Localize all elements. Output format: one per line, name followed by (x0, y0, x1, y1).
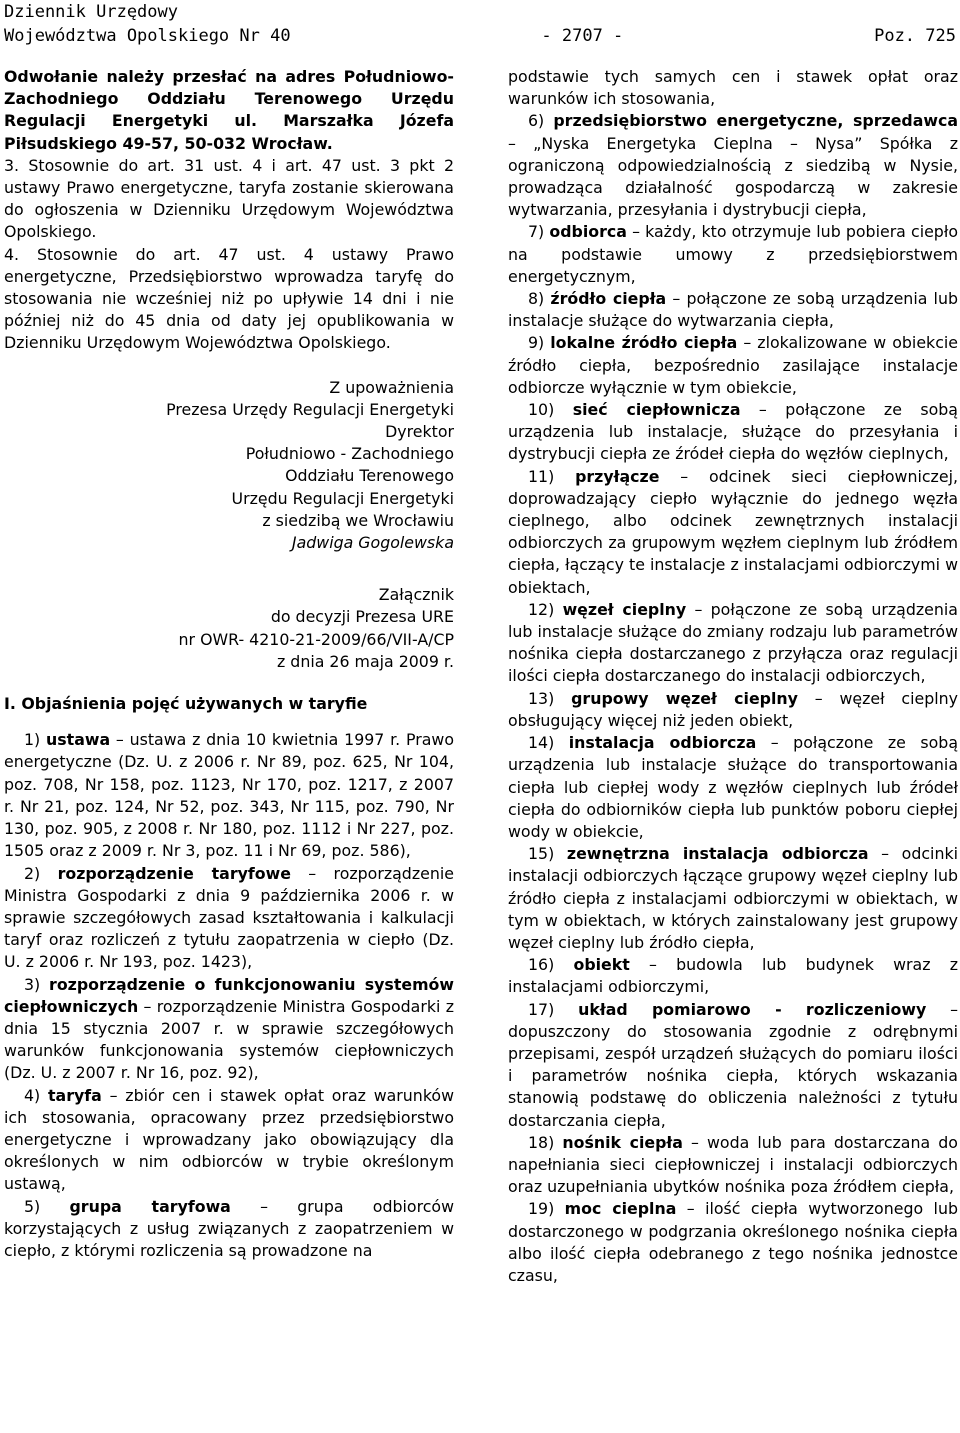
definition-item: 15) zewnętrzna instalacja odbiorcza – odcinki instalacji odbiorczych łączące grupowy węzeł cieplny lub źródło ciepła z instalacjami odbiorczymi w obiektach, w tym w obiektach, w których zainstalowany jest grupowy węzeł cieplny lub źródło ciepła, (508, 844, 958, 952)
attachment-line: do decyzji Prezesa URE (270, 607, 454, 627)
signature-line: Oddziału Terenowego (285, 466, 454, 486)
definition-text: – rozporządzenie Ministra Gospodarki z dnia 9 października 2006 r. w sprawie szczegółowych zasad kształtowania i kalkulacji taryf oraz rozliczeń z tytułu zaopatrzenia w ciepło (Dz. U. z 2006 r. Nr 193, poz. 1423), (4, 863, 454, 972)
paragraph-3: 3. Stosownie do art. 31 ust. 4 i art. 47 ust. 3 pkt 2 ustawy Prawo energetyczne, taryfa zostanie skierowana do ogłoszenia w Dzienniku Urzędowym Województwa Opolskiego. (4, 155, 454, 242)
definition-item: 4) taryfa – zbiór cen i stawek opłat oraz warunków ich stosowania, opracowany przez przedsiębiorstwo energetyczne i wprowadzany jako obowiązujący dla określonych w nim odbiorców w trybie określonym ustawą, (4, 1085, 454, 1194)
definition-term: taryfa (48, 1085, 102, 1105)
definition-item: 3) rozporządzenie o funkcjonowaniu systemów ciepłowniczych – rozporządzenie Ministra Gospodarki z dnia 15 stycznia 2007 r. w sprawie szczegółowych warunków funkcjonowania systemów ciepłowniczych (Dz. U. z 2007 r. Nr 16, poz. 92), (4, 974, 454, 1083)
definition-item: 17) układ pomiarowo - rozliczeniowy – dopuszczony do stosowania zgodnie z odrębnymi przepisami, zespół urządzeń służących do pomiaru ilości i parametrów nośnika ciepła, których wskazania stanowią podstawę do obliczenia należności z tytułu dostarczania ciepła, (508, 999, 959, 1130)
header-line (4, 24, 956, 48)
definition-term: ustawa (46, 730, 111, 750)
definition-text: – dopuszczony do stosowania zgodnie z odrębnymi przepisami, zespół urządzeń służących do pomiaru ilości i parametrów nośnika ciepła, których wskazania stanowią podstawę do obliczenia należności z tytułu dostarczania ciepła, (508, 999, 959, 1130)
definition-text: – każdy, kto otrzymuje lub pobiera ciepło na podstawie umowy z przedsiębiorstwem energetycznym, (508, 222, 958, 286)
attachment-line: Załącznik (378, 585, 454, 605)
definition-item: 2) rozporządzenie taryfowe – rozporządzenie Ministra Gospodarki z dnia 9 października 2006 r. w sprawie szczegółowych zasad kształtowania i kalkulacji taryf oraz rozliczeń z tytułu zaopatrzenia w ciepło (Dz. U. z 2006 r. Nr 193, poz. 1423), (4, 863, 454, 972)
definition-text: – połączone ze sobą urządzenia lub instalacje służące do wytwarzania ciepła, (508, 289, 958, 331)
definition-term: nośnik ciepła (562, 1132, 683, 1152)
definition-term: rozporządzenie taryfowe (57, 863, 291, 883)
definition-text: – zlokalizowane w obiekcie źródło ciepła, bezpośrednio zasilające instalacje odbiorcze wyłącznie w tym obiekcie, (508, 333, 958, 397)
definition-term: przedsiębiorstwo energetyczne, sprzedawca (553, 111, 958, 131)
definition-text: – woda lub para dostarczana do napełniania sieci ciepłowniczej i instalacji odbiorczych oraz uzupełniania ubytków nośnika poza źródłem ciepła, (508, 1132, 958, 1197)
definition-text: – połączone ze sobą urządzenia lub instalacje służące do transportowania ciepła lub ciepłej wody z węzłów cieplnych lub źródeł ciepła do odbiorników ciepła lub punktów poboru ciepłej wody w obiekcie, (508, 733, 958, 841)
definition-term: grupowy węzeł cieplny (571, 688, 798, 708)
definition-item: 5) grupa taryfowa – grupa odbiorców korzystających z usług związanych z zaopatrzeniem w ciepło, z którymi rozliczenia są prowadzone na (4, 1196, 454, 1260)
definition-text: – odcinek sieci ciepłowniczej, doprowadzający ciepło wyłącznie do jednego węzła cieplnego, albo odcinek zewnętrznych instalacji odbiorczych za grupowym węzłem cieplnym lub źródłem ciepła, łączący te instalacje z instalacjami odbiorczymi w obiektach, (508, 466, 958, 597)
definition-term: źródło ciepła (550, 289, 667, 309)
definition-item: 16) obiekt – budowla lub budynek wraz z instalacjami odbiorczymi, (508, 955, 958, 997)
definition-item: 19) moc cieplna – ilość ciepła wytworzonego lub dostarczonego w podgrzania określonego nośnika ciepła albo ilość ciepła odebranego z tego nośnika jednostce czasu, (508, 1199, 958, 1285)
definition-term: układ pomiarowo - rozliczeniowy (578, 999, 927, 1019)
definition-term: sieć ciepłownicza (572, 400, 741, 420)
definition-text: – połączone ze sobą urządzenia lub instalacje, służące do przesyłania i dystrybucji ciepła ze źródeł ciepła do węzłów cieplnych, (508, 400, 958, 464)
appeal-paragraph: Odwołanie należy przesłać na adres Południowo-Zachodniego Oddziału Terenowego Urzędu Regulacji Energetyki ul. Marszałka Józefa Piłsudskiego 49-57, 50-032 Wrocław. (4, 67, 454, 153)
definition-term: moc cieplna (564, 1199, 677, 1219)
definition-item: 7) odbiorca – każdy, kto otrzymuje lub pobiera ciepło na podstawie umowy z przedsiębiorstwem energetycznym, (508, 222, 958, 286)
attachment-line: nr OWR- 4210-21-2009/66/VII-A/CP (178, 629, 454, 649)
definition-term: zewnętrzna instalacja odbiorcza (566, 844, 869, 864)
page-header (4, 0, 956, 48)
position-number: Poz. 725 (874, 26, 956, 46)
signature-line: Południowo - Zachodniego (245, 444, 454, 464)
page-number: - 2707 - (541, 26, 624, 46)
right-column (508, 66, 958, 1287)
signature-block (4, 377, 454, 555)
definition-text: – węzeł cieplny obsługujący więcej niż jeden obiekt, (508, 688, 959, 730)
definition-text: – odcinki instalacji odbiorczych łączące grupowy węzeł cieplny lub źródło ciepła z instalacjami odbiorczymi w obiektach, w tym w obiektach, w których zainstalowany jest grupowy węzeł cieplny lub źródło ciepła, (508, 844, 958, 952)
journal-title: Dziennik Urzędowy (4, 2, 178, 22)
definition-term: przyłącze (575, 466, 660, 486)
definition-term: rozporządzenie o funkcjonowaniu systemów ciepłowniczych (4, 974, 454, 1016)
definition-item: 9) lokalne źródło ciepła – zlokalizowane w obiekcie źródło ciepła, bezpośrednio zasilające instalacje odbiorcze wyłącznie w tym obiekcie, (508, 333, 958, 397)
definition-text: – zbiór cen i stawek opłat oraz warunków ich stosowania, opracowany przez przedsiębiorstwo energetyczne i wprowadzany jako obowiązujący dla określonych w nim odbiorców w trybie określonym ustawą, (4, 1085, 454, 1194)
definition-term: instalacja odbiorcza (568, 733, 757, 753)
definition-text: – połączone ze sobą urządzenia lub instalacje służące do zmiany rodzaju lub parametrów nośnika ciepła dostarczanego z przyłącza oraz regulacji ilości ciepła dostarczanego do instalacji odbiorczych, (508, 599, 958, 686)
definition-text: – grupa odbiorców korzystających z usług związanych z zaopatrzeniem w ciepło, z którymi rozliczenia są prowadzone na (4, 1196, 454, 1260)
definition-item: 18) nośnik ciepła – woda lub para dostarczana do napełniania sieci ciepłowniczej i instalacji odbiorczych oraz uzupełniania ubytków nośnika poza źródłem ciepła, (508, 1132, 958, 1197)
definition-text: – budowla lub budynek wraz z instalacjami odbiorczymi, (508, 955, 958, 997)
signature-line: Urzędu Regulacji Energetyki (231, 488, 454, 508)
definition-item: 6) przedsiębiorstwo energetyczne, sprzedawca – „Nyska Energetyka Cieplna – Nysa” Spółka z ograniczoną odpowiedzialnością z siedzibą w Nysie, prowadząca działalność gospodarczą w zakresie wytwarzania, przesyłania i dystrybucji ciepła, (508, 111, 958, 220)
signature-line: Dyrektor (385, 422, 454, 442)
definition-item: 10) sieć ciepłownicza – połączone ze sobą urządzenia lub instalacje, służące do przesyłania i dystrybucji ciepła ze źródeł ciepła do węzłów cieplnych, (508, 400, 958, 464)
signatory-name: Jadwiga Gogolewska (291, 533, 454, 553)
definition-term: obiekt (573, 955, 630, 975)
signature-line: Prezesa Urzędy Regulacji Energetyki (166, 399, 454, 419)
definition-text: – ustawa z dnia 10 kwietnia 1997 r. Prawo energetyczne (Dz. U. z 2006 r. Nr 89, poz. 625, Nr 104, poz. 708, Nr 158, poz. 1123, Nr 170, poz. 1217, z 2007 r. Nr 21, poz. 124, Nr 52, poz. 343, Nr 115, poz. 790, Nr 130, poz. 905, z 2008 r. Nr 180, poz. 1112 i Nr 227, poz. 1505 oraz z 2009 r. Nr 3, poz. 11 i Nr 69, poz. 586), (4, 730, 454, 861)
definition-term: lokalne źródło ciepła (550, 333, 738, 353)
definition-text: – rozporządzenie Ministra Gospodarki z dnia 15 stycznia 2007 r. w sprawie szczegółowych warunków funkcjonowania systemów ciepłowniczych (Dz. U. z 2007 r. Nr 16, poz. 92), (4, 996, 454, 1083)
attachment-block (4, 584, 454, 673)
section-heading: I. Objaśnienia pojęć używanych w taryfie (4, 694, 368, 714)
definition-item: 11) przyłącze – odcinek sieci ciepłowniczej, doprowadzający ciepło wyłącznie do jednego węzła cieplnego, albo odcinek zewnętrznych instalacji odbiorczych za grupowym węzłem cieplnym lub źródłem ciepła, łączący te instalacje z instalacjami odbiorczymi w obiektach, (508, 466, 958, 597)
definition-item: 1) ustawa – ustawa z dnia 10 kwietnia 1997 r. Prawo energetyczne (Dz. U. z 2006 r. Nr 89, poz. 625, Nr 104, poz. 708, Nr 158, poz. 1123, Nr 170, poz. 1217, z 2007 r. Nr 21, poz. 124, Nr 52, poz. 343, Nr 115, poz. 790, Nr 130, poz. 905, z 2008 r. Nr 180, poz. 1112 i Nr 227, poz. 1505 oraz z 2009 r. Nr 3, poz. 11 i Nr 69, poz. 586), (4, 730, 454, 861)
definition-term: grupa taryfowa (69, 1196, 231, 1216)
attachment-line: z dnia 26 maja 2009 r. (276, 651, 454, 671)
definition-item: 8) źródło ciepła – połączone ze sobą urządzenia lub instalacje służące do wytwarzania ciepła, (508, 289, 958, 331)
definition-item: 12) węzeł cieplny – połączone ze sobą urządzenia lub instalacje służące do zmiany rodzaju lub parametrów nośnika ciepła dostarczanego z przyłącza oraz regulacji ilości ciepła dostarczanego do instalacji odbiorczych, (508, 599, 958, 686)
definition-continuation: podstawie tych samych cen i stawek opłat oraz warunków ich stosowania, (508, 67, 958, 109)
signature-line: z siedzibą we Wrocławiu (262, 510, 454, 530)
definition-text: – ilość ciepła wytworzonego lub dostarczonego w podgrzania określonego nośnika ciepła albo ilość ciepła odebranego z tego nośnika jednostce czasu, (508, 1199, 958, 1285)
definition-term: węzeł cieplny (562, 599, 687, 619)
paragraph-4: 4. Stosownie do art. 47 ust. 4 ustawy Prawo energetyczne, Przedsiębiorstwo wprowadza taryfę do stosowania nie wcześniej niż po upływie 14 dni i nie później niż do 45 dnia od daty jej opublikowania w Dzienniku Urzędowym Województwa Opolskiego. (4, 244, 454, 353)
definition-text: – „Nyska Energetyka Cieplna – Nysa” Spółka z ograniczoną odpowiedzialnością z siedzibą w Nysie, prowadząca działalność gospodarczą w zakresie wytwarzania, przesyłania i dystrybucji ciepła, (508, 133, 958, 220)
definition-item: 13) grupowy węzeł cieplny – węzeł cieplny obsługujący więcej niż jeden obiekt, (508, 688, 959, 730)
signature-line: Z upoważnienia (329, 377, 454, 397)
definition-item: 14) instalacja odbiorcza – połączone ze sobą urządzenia lub instalacje służące do transportowania ciepła lub ciepłej wody z węzłów cieplnych lub źródeł ciepła do odbiorników ciepła lub punktów poboru ciepłej wody w obiekcie, (508, 733, 958, 841)
left-column (4, 66, 454, 1262)
journal-issue: Województwa Opolskiego Nr 40 (4, 26, 291, 46)
definition-term: odbiorca (549, 222, 627, 242)
